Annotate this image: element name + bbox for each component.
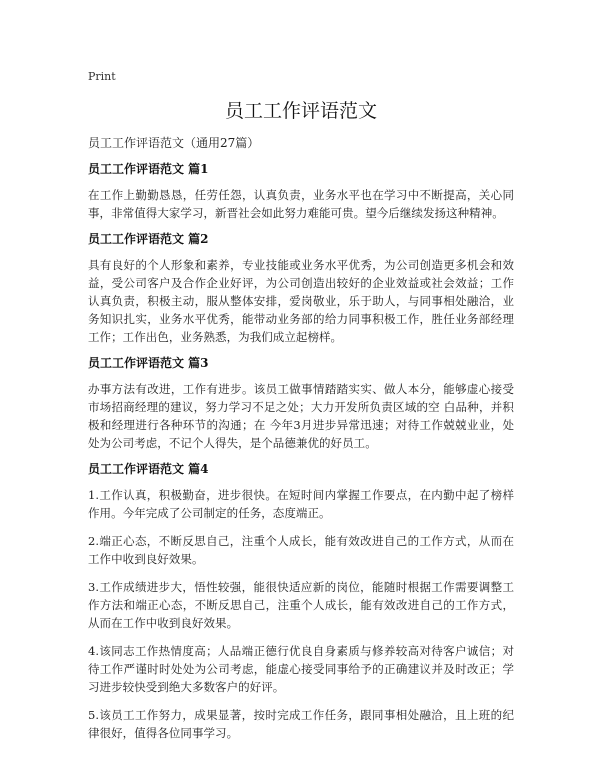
numbered-paragraph: 4.该同志工作热情度高；人品端正德行优良自身素质与修养较高对待客户诚信；对待工作严谨时时处处为公司考虑，能虚心接受同事给予的正确建议并及时改正；学习进步较快受到绝大多数客户的好评。 [88,644,514,694]
numbered-paragraph: 2.端正心态，不断反思自己，注重个人成长，能有效改进自己的工作方式，从而在工作中收到良好效果。 [88,534,514,566]
section-1 [88,160,514,222]
section-4 [88,460,514,742]
section-heading: 员工工作评语范文 篇1 [88,162,209,176]
section-3 [88,354,514,452]
section-paragraph: 具有良好的个人形象和素养，专业技能或业务水平优秀，为公司创造更多机会和效益，受公司客户及合作企业好评，为公司创造出较好的企业效益或社会效益；工作认真负责，积极主动，服从整体安排，爱岗敬业，乐于助人，与同事相处融洽，业务知识扎实，业务水平优秀，能带动业务部的给力同事积极工作，胜任业务部经理工作；工作出色，业务熟悉，为我们成立起榜样。 [88,258,514,344]
section-heading: 员工工作评语范文 篇3 [88,356,209,370]
print-link[interactable]: Print [88,70,116,83]
section-paragraph: 办事方法有改进，工作有进步。该员工做事情踏踏实实、做人本分，能够虚心接受市场招商经理的建议，努力学习不足之处；大力开发所负责区域的空 白品种，并积极和经理进行各种环节的沟通；在 今年3月进步异常迅速；对待工作兢兢业业，处处为公司考虑，不记个人得失，是个品德兼优的好员工。 [88,382,514,450]
document-title: 员工工作评语范文 [224,100,377,122]
section-paragraph: 在工作上勤勤恳恳，任劳任怨，认真负责，业务水平也在学习中不断提高，关心同事，非常值得大家学习，新晋社会如此努力难能可贵。望今后继续发扬这种精神。 [88,188,514,220]
numbered-paragraph: 3.工作成绩进步大，悟性较强，能很快适应新的岗位，能随时根据工作需要调整工作方法和端正心态，不断反思自己，注重个人成长，能有效改进自己的工作方式，从而在工作中收到良好效果。 [88,580,514,630]
numbered-paragraph: 5.该员工工作努力，成果显著，按时完成工作任务，跟同事相处融洽，且上班的纪律很好，值得各位同事学习。 [88,708,514,740]
document-subtitle: 员工工作评语范文（通用27篇） [88,136,260,150]
section-heading: 员工工作评语范文 篇2 [88,232,209,246]
section-2 [88,230,514,346]
numbered-paragraph: 1.工作认真，积极勤奋，进步很快。在短时间内掌握工作要点，在内勤中起了榜样作用。今年完成了公司制定的任务，态度端正。 [88,488,514,520]
section-heading: 员工工作评语范文 篇4 [88,462,209,476]
